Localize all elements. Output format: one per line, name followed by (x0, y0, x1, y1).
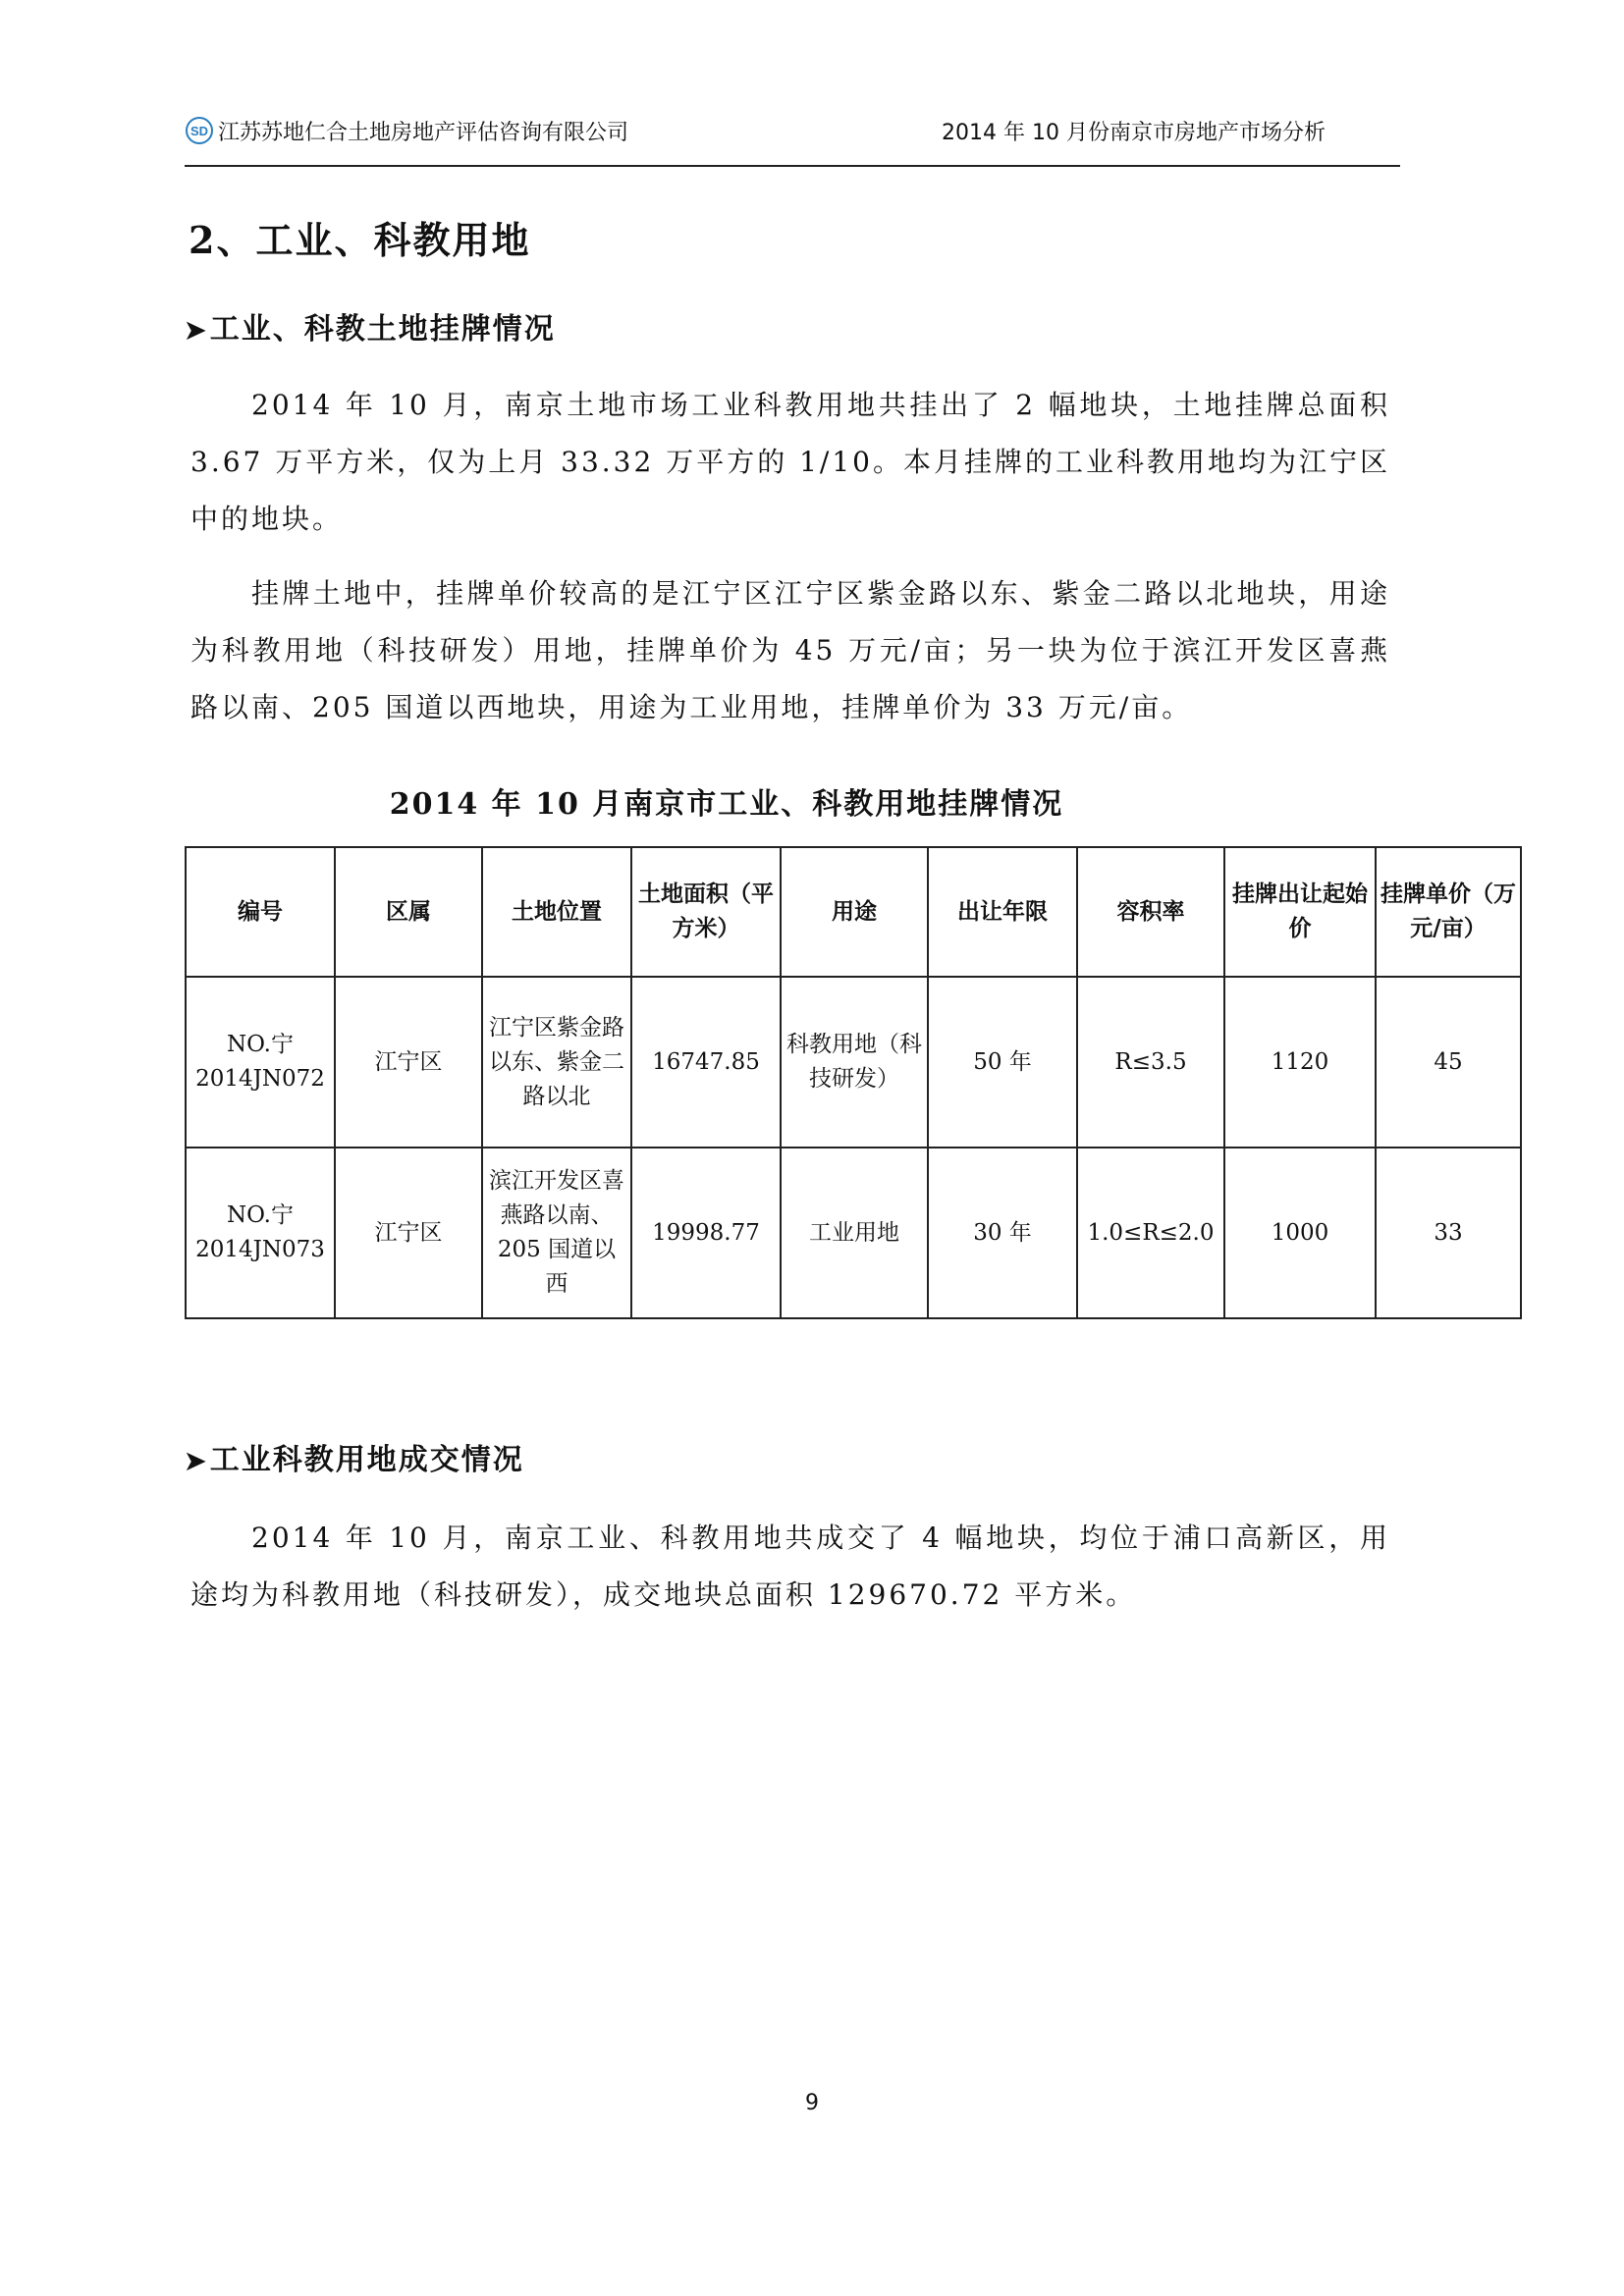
company-name: 江苏苏地仁合土地房地产评估咨询有限公司 (218, 121, 629, 145)
cell-far: R≤3.5 (1077, 977, 1224, 1148)
cell-district: 江宁区 (335, 977, 482, 1148)
table-header-cell: 区属 (335, 847, 482, 977)
listing-subtitle-text: 工业、科教土地挂牌情况 (209, 312, 556, 347)
table-header-cell: 土地面积（平方米） (631, 847, 781, 977)
table-header-cell: 挂牌出让起始价 (1224, 847, 1376, 977)
cell-id: NO.宁 2014JN072 (186, 977, 335, 1148)
cell-district: 江宁区 (335, 1148, 482, 1318)
cell-use: 科教用地（科技研发） (781, 977, 928, 1148)
cell-area: 16747.85 (631, 977, 781, 1148)
page-header (185, 110, 1400, 167)
listing-paragraph-2: 挂牌土地中，挂牌单价较高的是江宁区江宁区紫金路以东、紫金二路以北地块，用途为科教用地（科技研发）用地，挂牌单价为 45 万元/亩；另一块为位于滨江开发区喜燕路以南、205 国道以西地块，用途为工业用地，挂牌单价为 33 万元/亩。 (190, 577, 1390, 723)
table-header-cell: 挂牌单价（万元/亩） (1376, 847, 1521, 977)
deals-subtitle-text: 工业科教用地成交情况 (209, 1443, 524, 1477)
table-row (186, 977, 1521, 1148)
arrow-bullet-icon: ➤ (185, 1447, 208, 1476)
logo-text: SD (189, 124, 209, 138)
table-header-cell: 容积率 (1077, 847, 1224, 977)
listing-table (185, 846, 1522, 1319)
cell-use: 工业用地 (781, 1148, 928, 1318)
table-caption: 2014 年 10 月南京市工业、科教用地挂牌情况 (389, 787, 1064, 822)
cell-far: 1.0≤R≤2.0 (1077, 1148, 1224, 1318)
header-divider (185, 165, 1400, 167)
table-header-cell: 用途 (781, 847, 928, 977)
cell-unit-price: 45 (1376, 977, 1521, 1148)
deals-subtitle (185, 1435, 524, 1478)
cell-start-price: 1000 (1224, 1148, 1376, 1318)
document-title: 2014 年 10 月份南京市房地产市场分析 (942, 121, 1326, 145)
arrow-bullet-icon: ➤ (185, 316, 208, 346)
cell-location: 滨江开发区喜燕路以南、205 国道以西 (482, 1148, 631, 1318)
cell-unit-price: 33 (1376, 1148, 1521, 1318)
deals-paragraph-1: 2014 年 10 月，南京工业、科教用地共成交了 4 幅地块，均位于浦口高新区，用途均为科教用地（科技研发），成交地块总面积 129670.72 平方米。 (190, 1522, 1390, 1611)
cell-start-price: 1120 (1224, 977, 1376, 1148)
page-number: 9 (805, 2091, 819, 2115)
listing-paragraph-1: 2014 年 10 月，南京土地市场工业科教用地共挂出了 2 幅地块，土地挂牌总面积 3.67 万平方米，仅为上月 33.32 万平方的 1/10。本月挂牌的工业科教用地均为江宁区中的地块。 (190, 389, 1390, 535)
cell-id: NO.宁 2014JN073 (186, 1148, 335, 1318)
cell-area: 19998.77 (631, 1148, 781, 1318)
table-header-cell: 土地位置 (482, 847, 631, 977)
table-header-row (186, 847, 1521, 977)
cell-location: 江宁区紫金路以东、紫金二路以北 (482, 977, 631, 1148)
cell-term: 30 年 (928, 1148, 1077, 1318)
table-row (186, 1148, 1521, 1318)
section-title: 2、工业、科教用地 (189, 218, 531, 262)
table-header-cell: 出让年限 (928, 847, 1077, 977)
table-header-cell: 编号 (186, 847, 335, 977)
listing-subtitle (185, 304, 556, 347)
cell-term: 50 年 (928, 977, 1077, 1148)
company-logo-icon (185, 116, 214, 145)
